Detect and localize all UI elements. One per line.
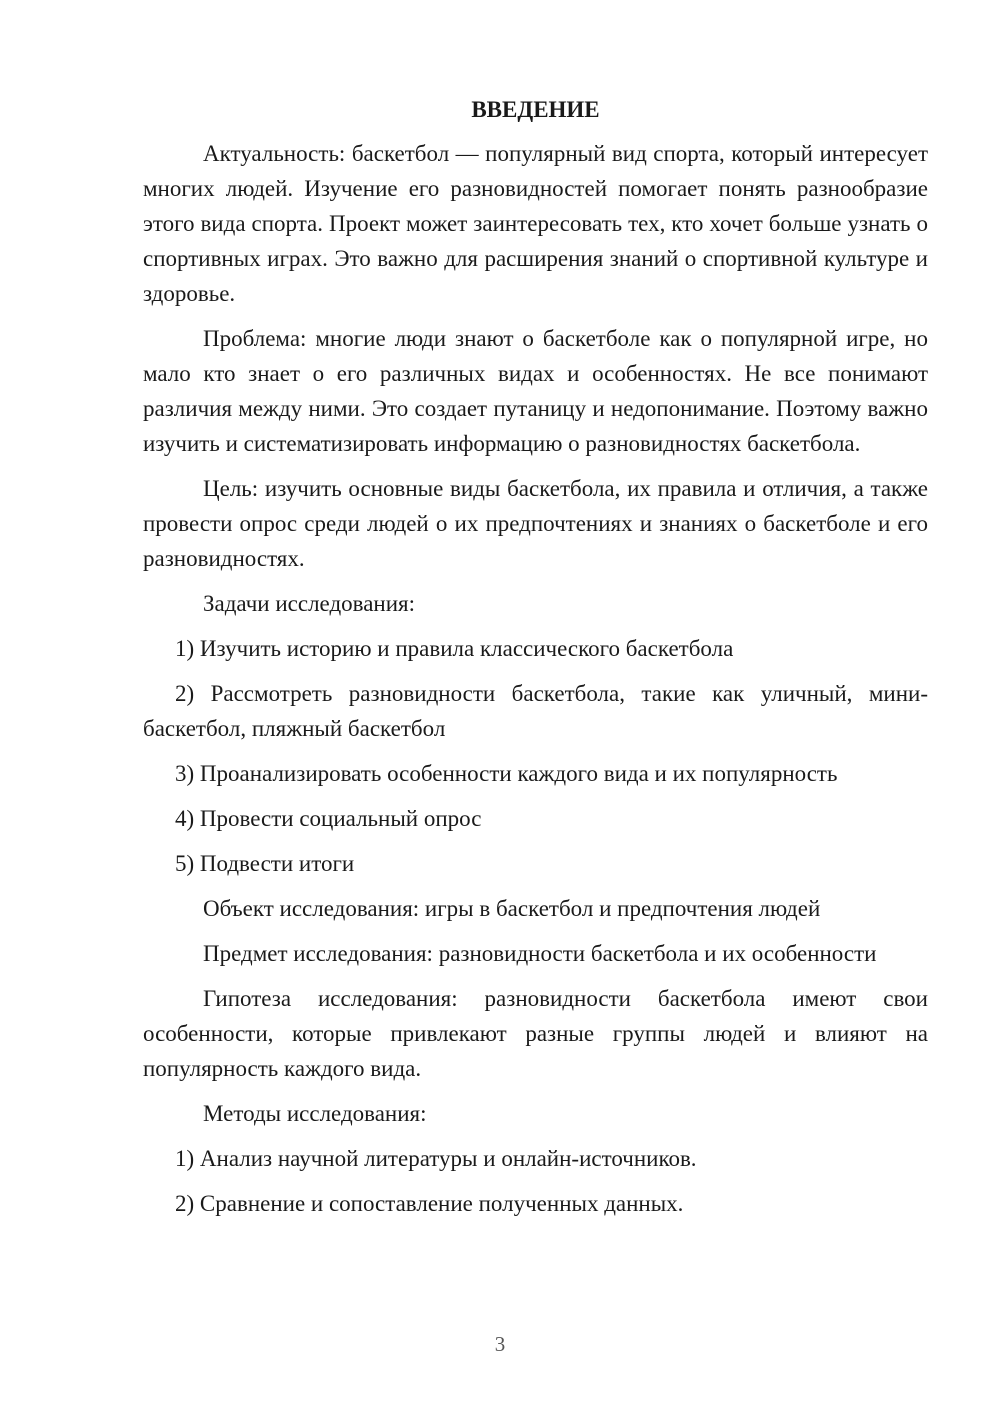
- task-item: 3) Проанализировать особенности каждого вида и их популярность: [175, 761, 838, 786]
- page-title: ВВЕДЕНИЕ: [471, 97, 600, 122]
- task-item: 1) Изучить историю и правила классического баскетбола: [175, 636, 734, 661]
- method-item: 1) Анализ научной литературы и онлайн-источников.: [175, 1146, 697, 1171]
- paragraph-object: Объект исследования: игры в баскетбол и предпочтения людей: [203, 896, 821, 921]
- paragraph-hypothesis: Гипотеза исследования: разновидности баскетбола имеют свои особенности, которые привлекают разные группы людей и влияют на популярность каждого вида.: [143, 986, 928, 1081]
- paragraph-goal: Цель: изучить основные виды баскетбола, их правила и отличия, а также провести опрос среди людей о их предпочтениях и знаниях о баскетболе и его разновидностях.: [143, 476, 928, 571]
- tasks-heading: Задачи исследования:: [203, 591, 416, 616]
- paragraph-subject: Предмет исследования: разновидности баскетбола и их особенности: [203, 941, 877, 966]
- methods-heading: Методы исследования:: [203, 1101, 427, 1126]
- task-item: 5) Подвести итоги: [175, 851, 355, 876]
- paragraph-relevance: Актуальность: баскетбол — популярный вид спорта, который интересует многих людей. Изучение его разновидностей помогает понять разнообразие этого вида спорта. Проект может заинтересовать тех, кто хочет больше узнать о спортивных играх. Это важно для расширения знаний о спортивной культуре и здоровье.: [143, 141, 928, 306]
- page-content: [143, 92, 928, 1231]
- page-number: 3: [494, 1332, 506, 1356]
- task-item: 2) Рассмотреть разновидности баскетбола, такие как уличный, мини-баскетбол, пляжный баскетбол: [143, 681, 928, 741]
- method-item: 2) Сравнение и сопоставление полученных данных.: [175, 1191, 684, 1216]
- task-item: 4) Провести социальный опрос: [175, 806, 482, 831]
- paragraph-problem: Проблема: многие люди знают о баскетболе как о популярной игре, но мало кто знает о его различных видах и особенностях. Не все понимают различия между ними. Это создает путаницу и недопонимание. Поэтому важно изучить и систематизировать информацию о разновидностях баскетбола.: [143, 326, 928, 456]
